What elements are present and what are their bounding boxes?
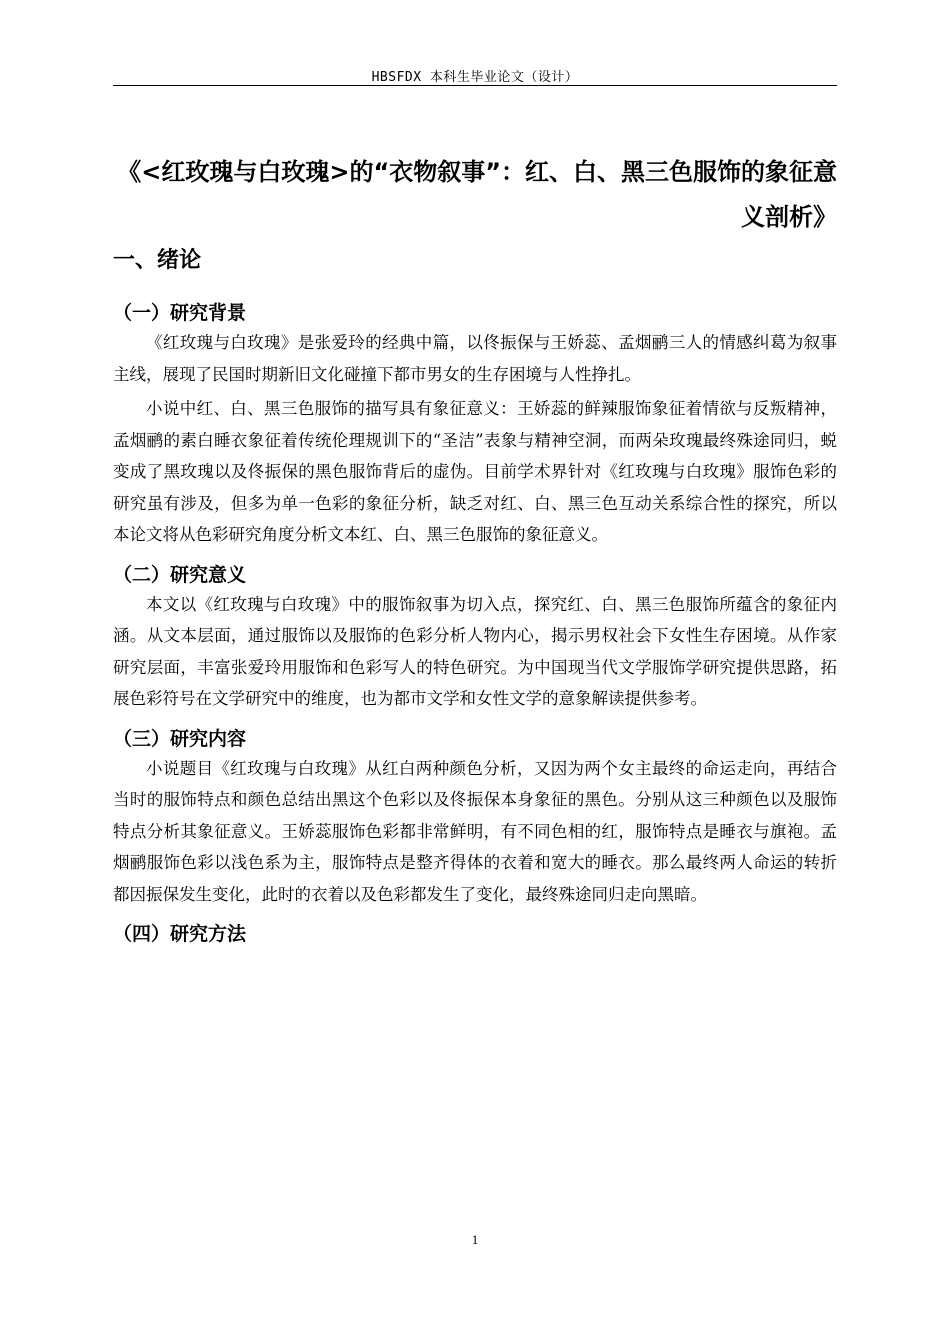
- paragraph-significance: 本文以《红玫瑰与白玫瑰》中的服饰叙事为切入点，探究红、白、黑三色服饰所蕴含的象征内涵。从文本层面，通过服饰以及服饰的色彩分析人物内心，揭示男权社会下女性生存困境。从作家研究层面，丰富张爱玲用服饰和色彩写人的特色研究。为中国现当代文学服饰学研究提供思路，拓展色彩符号在文学研究中的维度，也为都市文学和女性文学的意象解读提供参考。: [113, 594, 837, 708]
- subsection-heading-background: （一）研究背景: [113, 302, 247, 324]
- section-heading-introduction: 一、绪论: [113, 248, 202, 273]
- running-header: HBSFDX 本科生毕业论文（设计）: [371, 70, 579, 85]
- document-body: [113, 150, 837, 948]
- subsection-heading-methods: （四）研究方法: [113, 923, 247, 945]
- subsection-heading-significance: （二）研究意义: [113, 563, 247, 586]
- page-number: 1: [471, 1232, 479, 1247]
- paragraph-content: 小说题目《红玫瑰与白玫瑰》从红白两种颜色分析，又因为两个女主最终的命运走向，再结合当时的服饰特点和颜色总结出黑这个色彩以及佟振保本身象征的黑色。分别从这三种颜色以及服饰特点分析其象征意义。王娇蕊服饰色彩都非常鲜明，有不同色相的红，服饰特点是睡衣与旗袍。孟烟鹂服饰色彩以浅色系为主，服饰特点是整齐得体的衣着和宽大的睡衣。那么最终两人命运的转折都因振保发生变化，此时的衣着以及色彩都发生了变化，最终殊途同归走向黑暗。: [113, 758, 837, 904]
- document-title: 《<红玫瑰与白玫瑰>的“衣物叙事”：红、白、黑三色服饰的象征意义剖析》: [117, 158, 837, 231]
- paragraph-background-1: 《红玫瑰与白玫瑰》是张爱玲的经典中篇，以佟振保与王娇蕊、孟烟鹂三人的情感纠葛为叙事主线，展现了民国时期新旧文化碰撞下都市男女的生存困境与人性挣扎。: [113, 333, 837, 384]
- header-rule: [113, 85, 837, 86]
- paragraph-background-2: 小说中红、白、黑三色服饰的描写具有象征意义：王娇蕊的鲜辣服饰象征着情欲与反叛精神，孟烟鹂的素白睡衣象征着传统伦理规训下的“圣洁”表象与精神空洞，而两朵玫瑰最终殊途同归，蜕变成了黑玫瑰以及佟振保的黑色服饰背后的虚伪。目前学术界针对《红玫瑰与白玫瑰》服饰色彩的研究虽有涉及，但多为单一色彩的象征分析，缺乏对红、白、黑三色互动关系综合性的探究，所以本论文将从色彩研究角度分析文本红、白、黑三色服饰的象征意义。: [113, 399, 837, 544]
- subsection-heading-content: （三）研究内容: [113, 727, 247, 750]
